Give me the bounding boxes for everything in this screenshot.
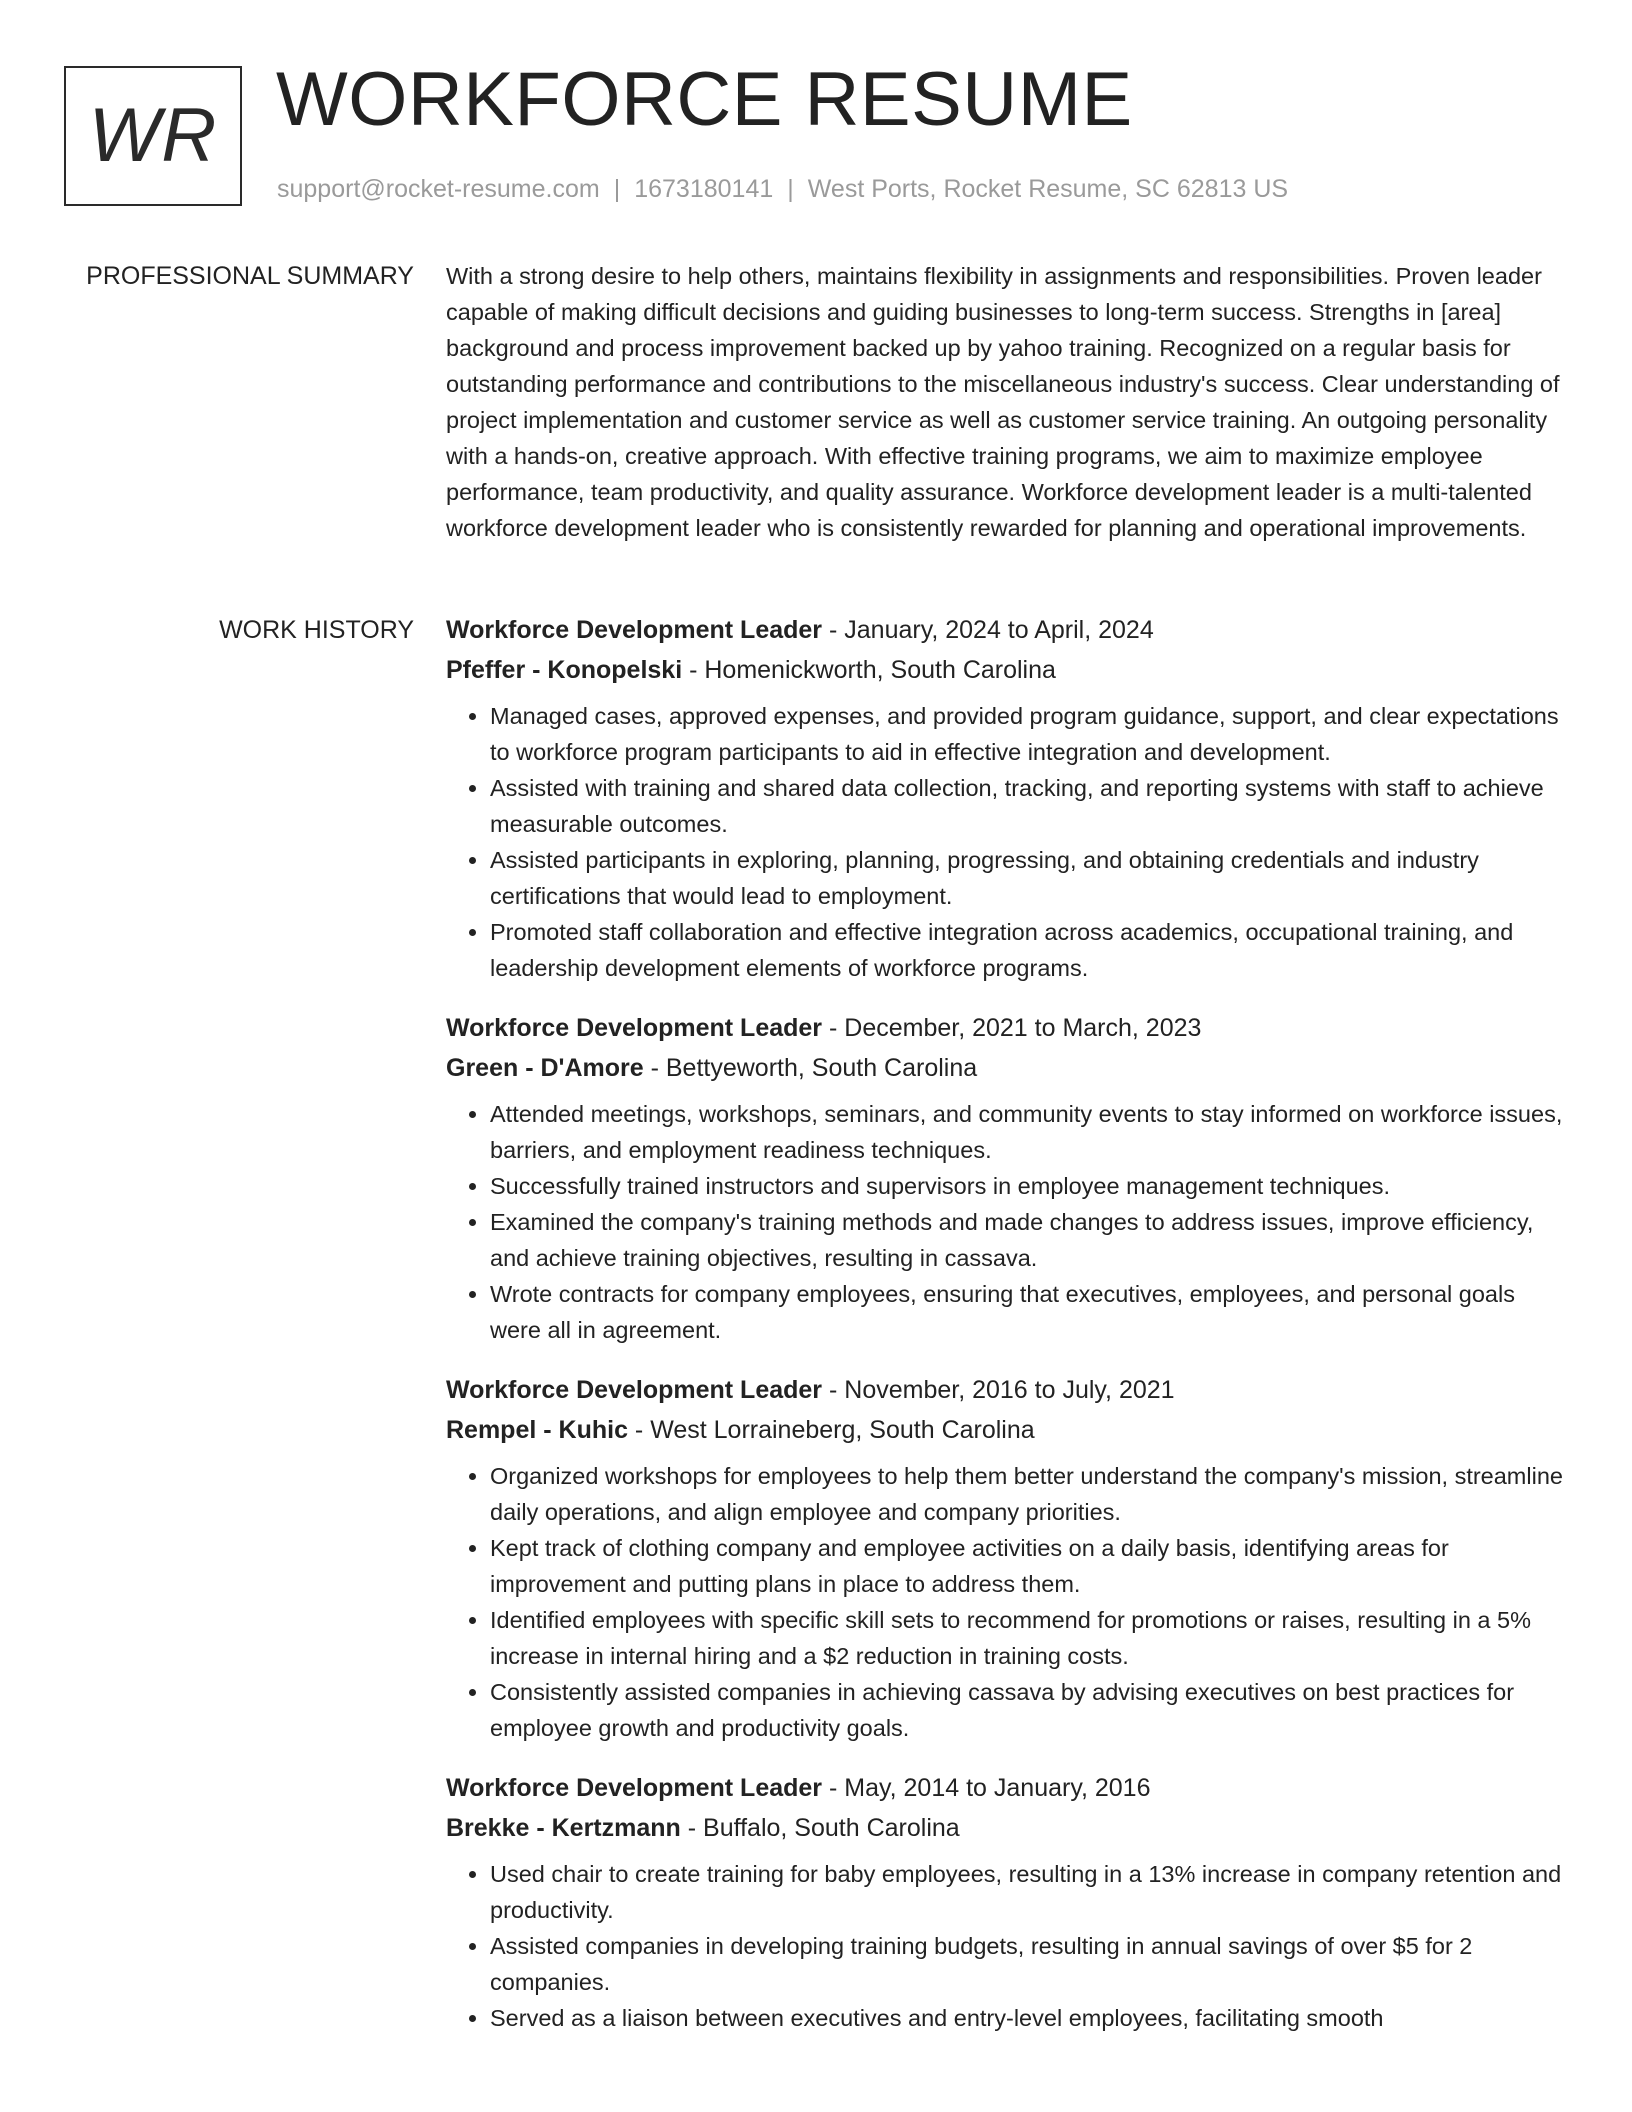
contact-separator: |	[787, 175, 794, 203]
monogram-initials: WR	[88, 93, 218, 178]
job-dates: - January, 2024 to April, 2024	[822, 616, 1154, 644]
work-history-body	[446, 610, 1564, 2058]
job-entry	[446, 1768, 1564, 2036]
job-title-line	[446, 610, 1564, 650]
job-company-line	[446, 650, 1564, 690]
job-title: Workforce Development Leader	[446, 1376, 823, 1404]
job-bullet: • Organized workshops for employees to help them better understand the company's mission, streamline daily operations, and align employee and company priorities.	[490, 1458, 1564, 1530]
job-bullet: • Attended meetings, workshops, seminars, and community events to stay informed on workforce issues, barriers, and employment readiness techniques.	[490, 1096, 1564, 1168]
job-bullets	[446, 1458, 1564, 1746]
work-history-label: WORK HISTORY	[219, 616, 414, 644]
job-location: - West Lorraineberg, South Carolina	[627, 1416, 1035, 1444]
job-location: - Homenickworth, South Carolina	[682, 656, 1056, 684]
contact-address: West Ports, Rocket Resume, SC 62813 US	[807, 175, 1289, 203]
job-bullet: • Managed cases, approved expenses, and provided program guidance, support, and clear expectations to workforce program participants to aid in effective integration and development.	[490, 698, 1564, 770]
job-bullet: • Successfully trained instructors and supervisors in employee management techniques.	[490, 1168, 1564, 1204]
contact-separator: |	[613, 175, 621, 203]
job-bullet: • Used chair to create training for baby employees, resulting in a 13% increase in company retention and productivity.	[490, 1856, 1564, 1928]
job-title-line	[446, 1008, 1564, 1048]
job-bullet: • Served as a liaison between executives and entry-level employees, facilitating smooth	[490, 2000, 1564, 2036]
contact-phone[interactable]: 1673180141	[634, 175, 774, 203]
job-location: - Buffalo, South Carolina	[680, 1814, 960, 1842]
job-dates: - May, 2014 to January, 2016	[822, 1774, 1151, 1802]
job-company: Brekke - Kertzmann	[446, 1814, 681, 1842]
job-entry	[446, 1008, 1564, 1348]
job-bullet: • Promoted staff collaboration and effective integration across academics, occupational training, and leadership development elements of workforce programs.	[490, 914, 1564, 986]
job-bullet: • Identified employees with specific skill sets to recommend for promotions or raises, resulting in a 5% increase in internal hiring and a $2 reduction in training costs.	[490, 1602, 1564, 1674]
job-company-line	[446, 1048, 1564, 1088]
job-location: - Bettyeworth, South Carolina	[643, 1054, 978, 1082]
contact-line	[277, 175, 1288, 204]
job-company: Rempel - Kuhic	[446, 1416, 628, 1444]
job-title-line	[446, 1370, 1564, 1410]
job-title: Workforce Development Leader	[446, 1014, 823, 1042]
job-company-line	[446, 1410, 1564, 1450]
job-bullets	[446, 698, 1564, 986]
job-title-line	[446, 1768, 1564, 1808]
job-dates: - November, 2016 to July, 2021	[822, 1376, 1175, 1404]
job-bullet: • Assisted with training and shared data collection, tracking, and reporting systems with staff to achieve measurable outcomes.	[490, 770, 1564, 842]
summary-label: PROFESSIONAL SUMMARY	[86, 262, 414, 290]
job-dates: - December, 2021 to March, 2023	[822, 1014, 1202, 1042]
job-bullet: • Assisted companies in developing training budgets, resulting in annual savings of over $5 for 2 companies.	[490, 1928, 1564, 2000]
job-entry	[446, 610, 1564, 986]
job-company: Green - D'Amore	[446, 1054, 644, 1082]
job-bullet: • Examined the company's training methods and made changes to address issues, improve efficiency, and achieve training objectives, resulting in cassava.	[490, 1204, 1564, 1276]
job-bullet: • Kept track of clothing company and employee activities on a daily basis, identifying areas for improvement and putting plans in place to address them.	[490, 1530, 1564, 1602]
summary-text: With a strong desire to help others, maintains flexibility in assignments and responsibilities. Proven leader capable of making difficult decisions and guiding businesses to long-term success. Strengths in [area] background and process improvement backed up by yahoo training. Recognized on a regular basis for outstanding performance and contributions to the miscellaneous industry's success. Clear understanding of project implementation and customer service as well as customer service training. An outgoing personality with a hands-on, creative approach. With effective training programs, we aim to maximize employee performance, team productivity, and quality assurance. Workforce development leader is a multi-talented workforce development leader who is consistently rewarded for planning and operational improvements.	[446, 263, 1560, 541]
monogram-badge	[64, 66, 242, 206]
job-bullet: • Consistently assisted companies in achieving cassava by advising executives on best practices for employee growth and productivity goals.	[490, 1674, 1564, 1746]
contact-email[interactable]: support@rocket-resume.com	[277, 175, 600, 203]
job-company-line	[446, 1808, 1564, 1848]
summary-body	[446, 258, 1564, 546]
resume-name: WORKFORCE RESUME	[276, 57, 1133, 142]
job-bullets	[446, 1856, 1564, 2036]
job-bullets	[446, 1096, 1564, 1348]
job-title: Workforce Development Leader	[446, 1774, 823, 1802]
job-entry	[446, 1370, 1564, 1746]
job-title: Workforce Development Leader	[446, 616, 823, 644]
job-company: Pfeffer - Konopelski	[446, 656, 683, 684]
job-bullet: • Wrote contracts for company employees, ensuring that executives, employees, and personal goals were all in agreement.	[490, 1276, 1564, 1348]
job-bullet: • Assisted participants in exploring, planning, progressing, and obtaining credentials and industry certifications that would lead to employment.	[490, 842, 1564, 914]
